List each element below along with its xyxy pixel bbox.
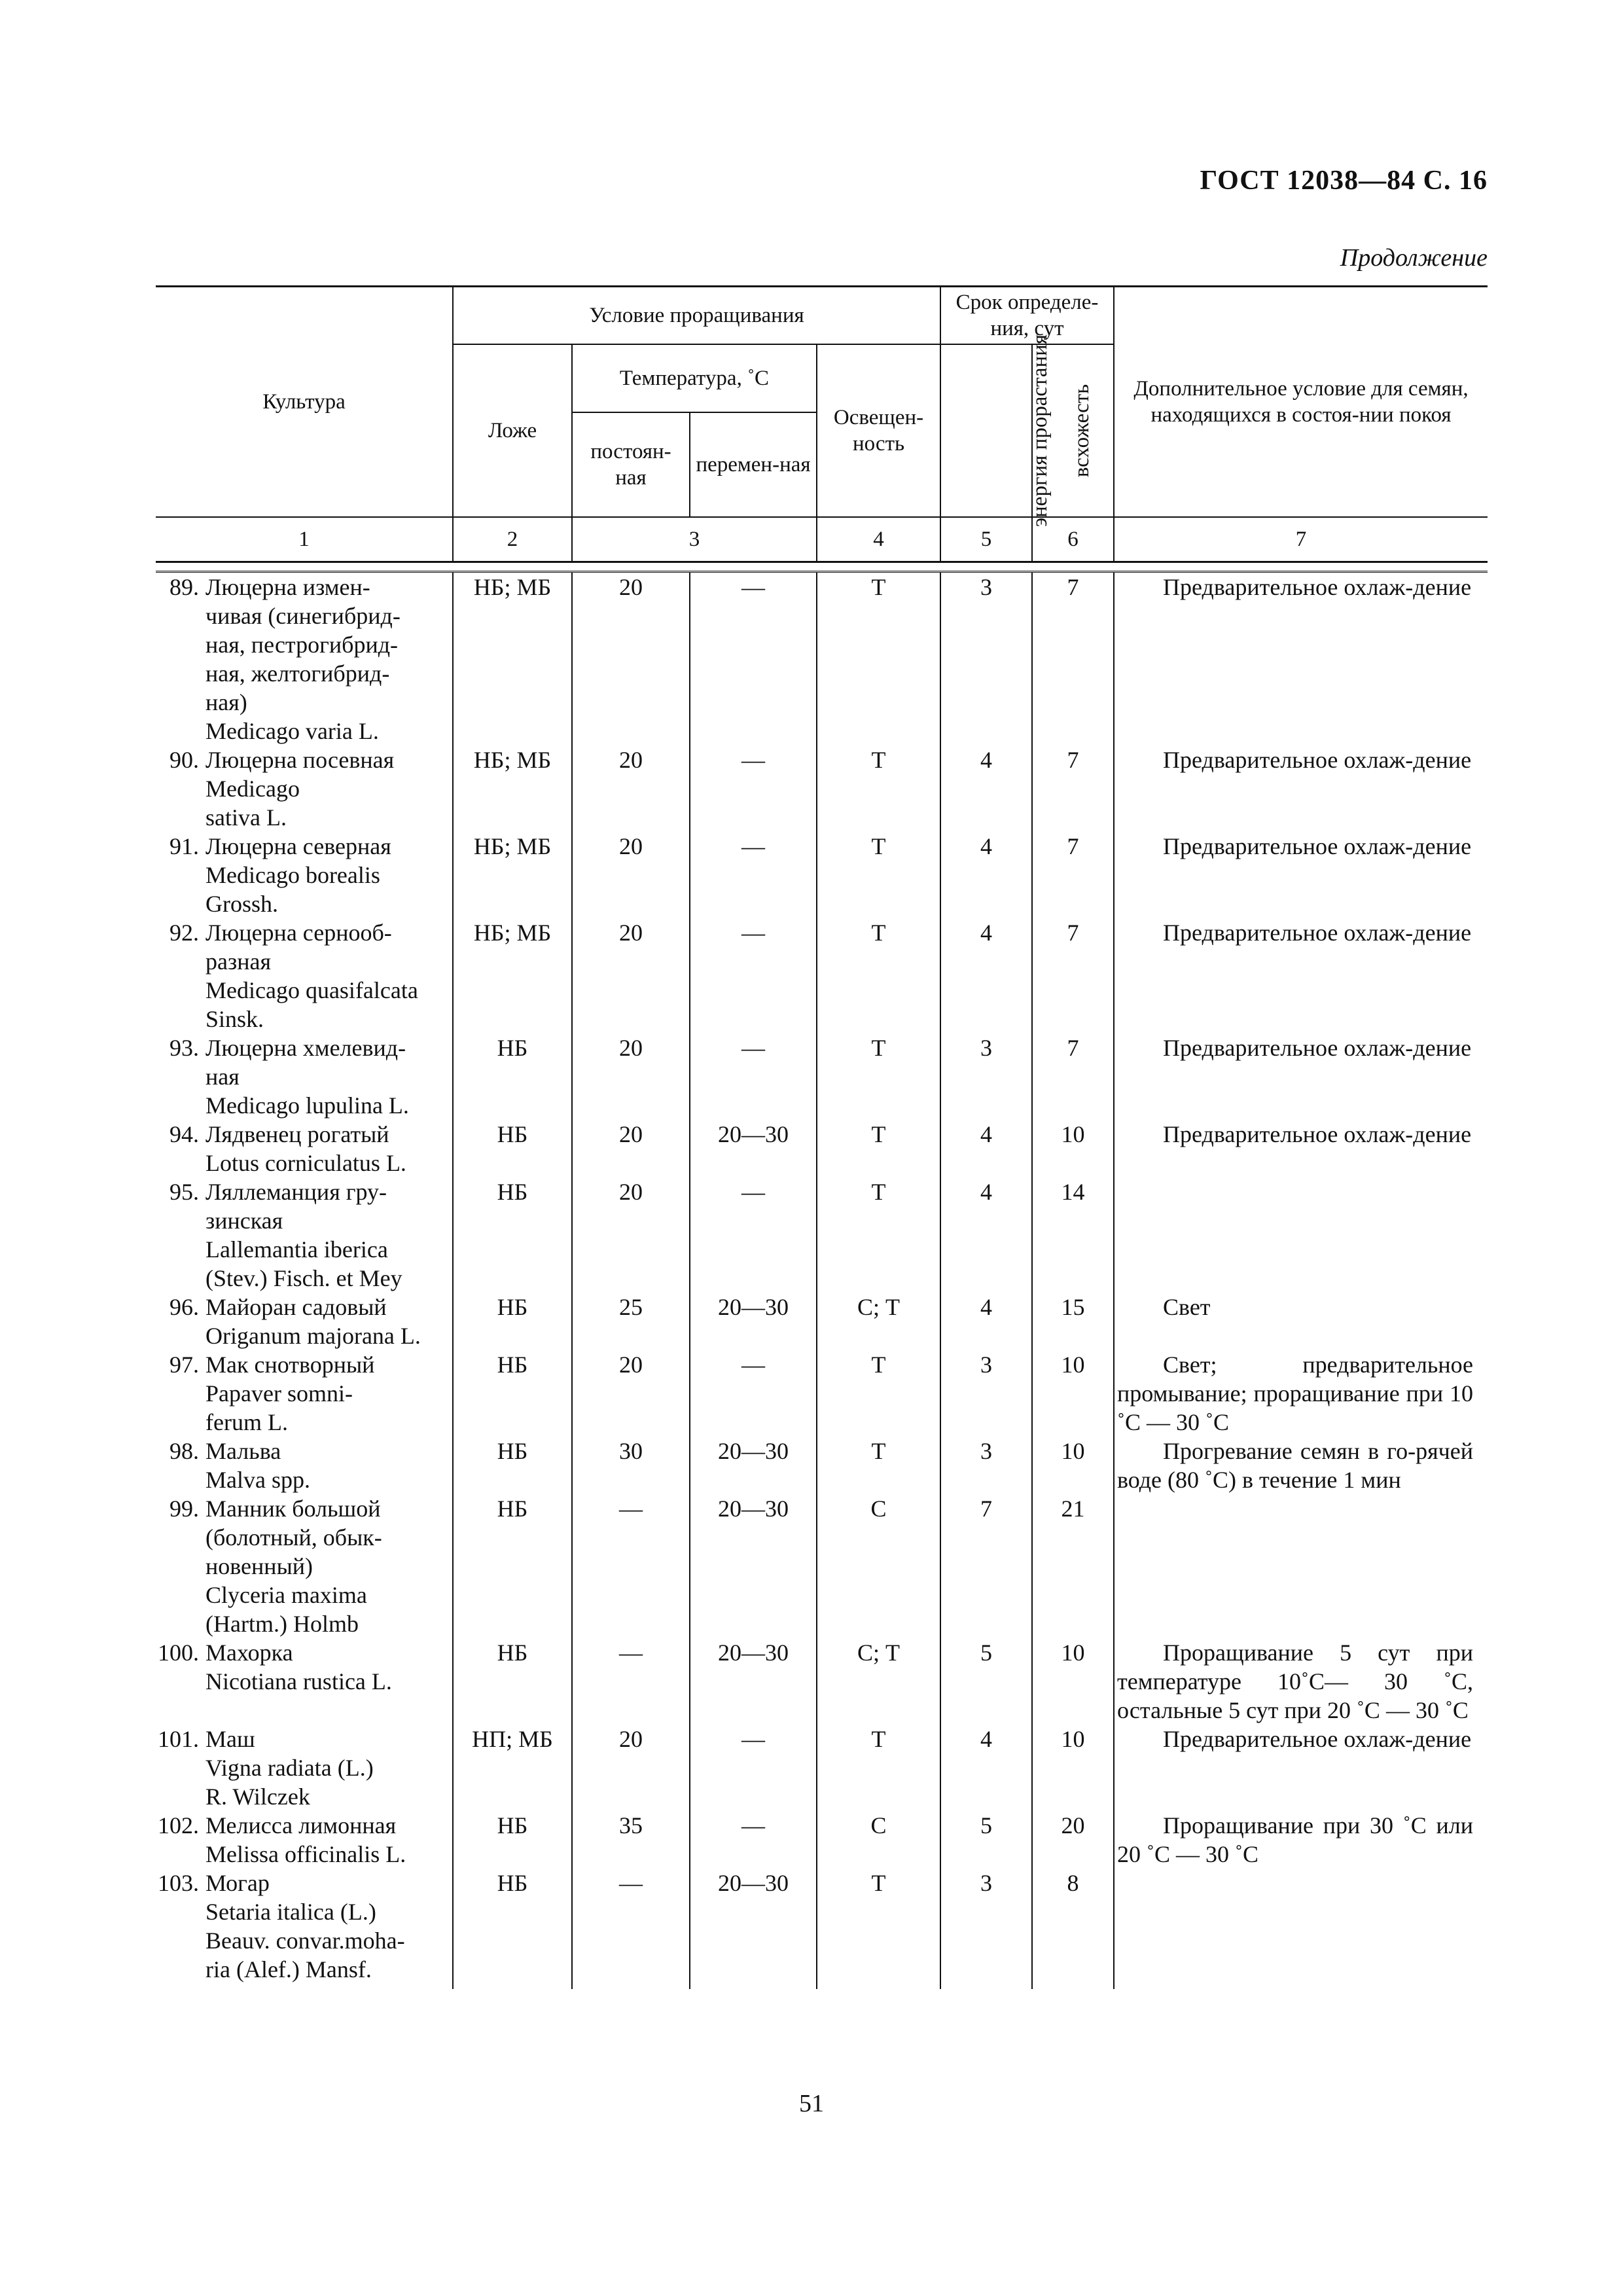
culture-cell bbox=[156, 1437, 453, 1494]
lighting-cell: Т bbox=[817, 918, 940, 1033]
culture-name bbox=[205, 832, 452, 918]
bed-cell: НБ; МБ bbox=[453, 571, 572, 745]
row-number: 92. bbox=[169, 919, 199, 946]
culture-name-line: Мальва bbox=[205, 1437, 281, 1464]
lighting-cell: С bbox=[817, 1494, 940, 1638]
energy-cell: 4 bbox=[940, 1177, 1032, 1293]
culture-name-block bbox=[156, 1725, 452, 1811]
extra-condition-cell bbox=[1114, 1177, 1488, 1293]
extra-condition-text: Предварительное охлаж-дение bbox=[1163, 1121, 1472, 1147]
lighting-cell: Т bbox=[817, 1725, 940, 1811]
energy-cell: 3 bbox=[940, 1869, 1032, 1984]
bed-cell: НБ bbox=[453, 1033, 572, 1120]
filler-cell bbox=[572, 1984, 690, 1989]
bed-cell: НБ bbox=[453, 1494, 572, 1638]
germination-cell: 7 bbox=[1032, 745, 1114, 832]
temp-constant-cell: 20 bbox=[572, 1350, 690, 1437]
culture-name-line: Майоран садовый bbox=[205, 1293, 387, 1320]
header-extra-condition: Дополнительное условие для семян, находящихся в состоя-нии покоя bbox=[1114, 287, 1488, 517]
germination-cell: 7 bbox=[1032, 832, 1114, 918]
header-lighting: Освещен-ность bbox=[817, 344, 940, 517]
bed-cell: НП; МБ bbox=[453, 1725, 572, 1811]
temp-variable-cell: — bbox=[690, 745, 817, 832]
latin-name-line: (Hartm.) Holmb bbox=[205, 1610, 359, 1637]
latin-name-line: (Stev.) Fisch. et Mey bbox=[205, 1265, 402, 1291]
col-number-7: 7 bbox=[1114, 517, 1488, 562]
culture-cell bbox=[156, 1725, 453, 1811]
energy-cell: 3 bbox=[940, 1033, 1032, 1120]
culture-name-block bbox=[156, 1350, 452, 1437]
germination-cell: 14 bbox=[1032, 1177, 1114, 1293]
lighting-cell: Т bbox=[817, 1120, 940, 1177]
header-bed: Ложе bbox=[453, 344, 572, 517]
header-separator bbox=[156, 562, 1488, 571]
culture-name-block bbox=[156, 918, 452, 1033]
culture-name-block bbox=[156, 832, 452, 918]
culture-name-line: ная, пестрогибрид- bbox=[205, 631, 399, 658]
extra-condition-cell bbox=[1114, 1033, 1488, 1120]
culture-name-line: Мак снотворный bbox=[205, 1351, 375, 1378]
germination-cell: 20 bbox=[1032, 1811, 1114, 1869]
extra-condition-text: Прогревание семян в го-рячей воде (80 ˚С) в течение 1 мин bbox=[1117, 1437, 1474, 1493]
bed-cell: НБ bbox=[453, 1177, 572, 1293]
latin-name-line: Medicago lupulina L. bbox=[205, 1092, 409, 1119]
culture-name-block bbox=[156, 573, 452, 745]
culture-name-line: ная, желтогибрид- bbox=[205, 660, 390, 687]
culture-name-block bbox=[156, 1811, 452, 1869]
culture-cell bbox=[156, 1638, 453, 1725]
latin-name-line: Medicago quasifalcata bbox=[205, 977, 418, 1003]
latin-name-line: Lotus corniculatus L. bbox=[205, 1149, 406, 1176]
row-number: 102. bbox=[158, 1812, 199, 1839]
latin-name-line: Papaver somni- bbox=[205, 1380, 353, 1407]
culture-name-line: Ляллеманция гру- bbox=[205, 1178, 387, 1205]
extra-condition-text: Предварительное охлаж-дение bbox=[1163, 746, 1472, 773]
culture-cell bbox=[156, 832, 453, 918]
row-number: 98. bbox=[169, 1437, 199, 1464]
germination-cell: 10 bbox=[1032, 1120, 1114, 1177]
temp-variable-cell: 20—30 bbox=[690, 1869, 817, 1984]
culture-name bbox=[205, 1869, 452, 1984]
temp-variable-cell: 20—30 bbox=[690, 1120, 817, 1177]
temp-variable-cell: 20—30 bbox=[690, 1494, 817, 1638]
bed-cell: НБ; МБ bbox=[453, 832, 572, 918]
latin-name-line: Grossh. bbox=[205, 890, 279, 917]
extra-condition-cell bbox=[1114, 1869, 1488, 1984]
extra-condition-cell bbox=[1114, 1120, 1488, 1177]
continuation-label: Продолжение bbox=[1340, 244, 1488, 272]
row-number: 103. bbox=[158, 1869, 199, 1896]
culture-cell bbox=[156, 745, 453, 832]
temp-variable-cell: — bbox=[690, 1811, 817, 1869]
latin-name-line: Malva spp. bbox=[205, 1466, 310, 1493]
culture-name-line: Манник большой bbox=[205, 1495, 381, 1522]
temp-variable-cell: — bbox=[690, 1033, 817, 1120]
germination-cell: 21 bbox=[1032, 1494, 1114, 1638]
germination-cell: 10 bbox=[1032, 1350, 1114, 1437]
temp-variable-cell: — bbox=[690, 1725, 817, 1811]
culture-cell bbox=[156, 918, 453, 1033]
header-energy-label: энергия прорастания bbox=[1028, 334, 1052, 527]
temp-constant-cell: 20 bbox=[572, 832, 690, 918]
extra-condition-text: Проращивание при 30 ˚С или 20 ˚С — 30 ˚С bbox=[1117, 1812, 1474, 1867]
col-number-2: 2 bbox=[453, 517, 572, 562]
germination-cell: 10 bbox=[1032, 1437, 1114, 1494]
temp-variable-cell: — bbox=[690, 571, 817, 745]
culture-name bbox=[205, 1350, 452, 1437]
culture-name-block bbox=[156, 1177, 452, 1293]
lighting-cell: С; Т bbox=[817, 1638, 940, 1725]
lighting-cell: Т bbox=[817, 571, 940, 745]
extra-condition-text: Предварительное охлаж-дение bbox=[1163, 833, 1472, 859]
header-term: Срок определе-ния, сут bbox=[940, 287, 1114, 344]
germination-cell: 8 bbox=[1032, 1869, 1114, 1984]
bed-cell: НБ bbox=[453, 1437, 572, 1494]
culture-name bbox=[205, 1494, 452, 1638]
extra-condition-text: Предварительное охлаж-дение bbox=[1163, 919, 1472, 946]
culture-name-block bbox=[156, 745, 452, 832]
document-header: ГОСТ 12038—84 С. 16 bbox=[1200, 166, 1488, 196]
temp-constant-cell: 20 bbox=[572, 745, 690, 832]
col-number-6: 6 bbox=[1032, 517, 1114, 562]
temp-constant-cell: — bbox=[572, 1638, 690, 1725]
culture-name-line: Лядвенец рогатый bbox=[205, 1121, 389, 1147]
culture-name bbox=[205, 1293, 452, 1350]
extra-condition-text: Предварительное охлаж-дение bbox=[1163, 1034, 1472, 1061]
extra-condition-cell bbox=[1114, 1638, 1488, 1725]
temp-constant-cell: 35 bbox=[572, 1811, 690, 1869]
culture-name bbox=[205, 1120, 452, 1177]
temp-constant-cell: 20 bbox=[572, 918, 690, 1033]
page-number: 51 bbox=[799, 2090, 824, 2117]
energy-cell: 4 bbox=[940, 832, 1032, 918]
table-row bbox=[156, 571, 1488, 745]
bed-cell: НБ bbox=[453, 1638, 572, 1725]
col-number-1: 1 bbox=[156, 517, 453, 562]
row-number: 91. bbox=[169, 833, 199, 859]
latin-name-line: Melissa officinalis L. bbox=[205, 1840, 406, 1867]
culture-name-line: Люцерна посевная bbox=[205, 746, 395, 773]
col-number-4: 4 bbox=[817, 517, 940, 562]
temp-constant-cell: 25 bbox=[572, 1293, 690, 1350]
lighting-cell: Т bbox=[817, 745, 940, 832]
col-number-5: 5 bbox=[940, 517, 1032, 562]
filler-cell bbox=[690, 1984, 817, 1989]
extra-condition-cell bbox=[1114, 1811, 1488, 1869]
energy-cell: 5 bbox=[940, 1638, 1032, 1725]
energy-cell: 5 bbox=[940, 1811, 1032, 1869]
table-row bbox=[156, 1350, 1488, 1437]
temp-variable-cell: — bbox=[690, 918, 817, 1033]
bed-cell: НБ bbox=[453, 1293, 572, 1350]
energy-cell: 4 bbox=[940, 1293, 1032, 1350]
row-number: 89. bbox=[169, 573, 199, 600]
filler-cell bbox=[817, 1984, 940, 1989]
extra-condition-cell bbox=[1114, 1494, 1488, 1638]
table-row bbox=[156, 1638, 1488, 1725]
germination-cell: 7 bbox=[1032, 1033, 1114, 1120]
energy-cell: 4 bbox=[940, 918, 1032, 1033]
bed-cell: НБ; МБ bbox=[453, 918, 572, 1033]
header-temperature: Температура, ˚С bbox=[572, 344, 817, 412]
temp-constant-cell: 30 bbox=[572, 1437, 690, 1494]
row-number: 96. bbox=[169, 1293, 199, 1320]
bed-cell: НБ bbox=[453, 1120, 572, 1177]
germination-cell: 7 bbox=[1032, 918, 1114, 1033]
extra-condition-text: Свет bbox=[1163, 1293, 1211, 1320]
table-row bbox=[156, 1033, 1488, 1120]
culture-name-line: зинская bbox=[205, 1207, 283, 1234]
culture-name bbox=[205, 1811, 452, 1869]
energy-cell: 3 bbox=[940, 1437, 1032, 1494]
extra-condition-text: Свет; предварительное промывание; проращивание при 10 ˚С — 30 ˚С bbox=[1117, 1351, 1474, 1435]
temp-constant-cell: 20 bbox=[572, 1725, 690, 1811]
germination-cell: 7 bbox=[1032, 571, 1114, 745]
energy-cell: 4 bbox=[940, 1120, 1032, 1177]
culture-name-block bbox=[156, 1638, 452, 1696]
culture-cell bbox=[156, 1033, 453, 1120]
row-number: 95. bbox=[169, 1178, 199, 1205]
latin-name-line: Origanum majorana L. bbox=[205, 1322, 421, 1349]
temp-variable-cell: — bbox=[690, 1350, 817, 1437]
header-germination-conditions: Условие проращивания bbox=[453, 287, 940, 344]
lighting-cell: Т bbox=[817, 1033, 940, 1120]
table-row bbox=[156, 1869, 1488, 1984]
culture-name-line: Махорка bbox=[205, 1639, 293, 1666]
culture-cell bbox=[156, 1120, 453, 1177]
table-row bbox=[156, 745, 1488, 832]
culture-cell bbox=[156, 1177, 453, 1293]
latin-name-line: Setaria italica (L.) bbox=[205, 1898, 376, 1925]
filler-cell bbox=[1114, 1984, 1488, 1989]
bed-cell: НБ bbox=[453, 1869, 572, 1984]
latin-name-line: sativa L. bbox=[205, 804, 287, 831]
extra-condition-cell bbox=[1114, 745, 1488, 832]
temp-constant-cell: 20 bbox=[572, 1120, 690, 1177]
latin-name-line: Beauv. convar.moha- bbox=[205, 1927, 405, 1954]
culture-name bbox=[205, 1033, 452, 1120]
lighting-cell: Т bbox=[817, 1350, 940, 1437]
culture-name-block bbox=[156, 1120, 452, 1177]
germination-cell: 15 bbox=[1032, 1293, 1114, 1350]
latin-name-line: Medicago varia L. bbox=[205, 717, 379, 744]
culture-name-line: Маш bbox=[205, 1725, 255, 1752]
row-number: 90. bbox=[169, 746, 199, 773]
culture-name-block bbox=[156, 1494, 452, 1638]
latin-name-line: Lallemantia iberica bbox=[205, 1236, 388, 1263]
culture-name bbox=[205, 1437, 452, 1494]
temp-constant-cell: 20 bbox=[572, 571, 690, 745]
temp-variable-cell: — bbox=[690, 1177, 817, 1293]
row-number: 101. bbox=[158, 1725, 199, 1752]
energy-cell: 4 bbox=[940, 745, 1032, 832]
filler-cell bbox=[156, 1984, 453, 1989]
header-germination-label: всхожесть bbox=[1070, 384, 1094, 477]
filler-cell bbox=[453, 1984, 572, 1989]
table-row bbox=[156, 1811, 1488, 1869]
temp-variable-cell: 20—30 bbox=[690, 1638, 817, 1725]
culture-name bbox=[205, 1638, 452, 1696]
lighting-cell: С; Т bbox=[817, 1293, 940, 1350]
header-variable: перемен-ная bbox=[690, 412, 817, 517]
culture-name bbox=[205, 1177, 452, 1293]
latin-name-line: Clyceria maxima bbox=[205, 1581, 367, 1608]
latin-name-line: ferum L. bbox=[205, 1408, 288, 1435]
temp-constant-cell: 20 bbox=[572, 1177, 690, 1293]
extra-condition-text: Предварительное охлаж-дение bbox=[1163, 573, 1472, 600]
culture-name-line: разная bbox=[205, 948, 272, 975]
bed-cell: НБ; МБ bbox=[453, 745, 572, 832]
culture-name bbox=[205, 918, 452, 1033]
table-row bbox=[156, 1177, 1488, 1293]
culture-name bbox=[205, 1725, 452, 1811]
header-constant: постоян-ная bbox=[572, 412, 690, 517]
table-row bbox=[156, 832, 1488, 918]
extra-condition-cell bbox=[1114, 571, 1488, 745]
energy-cell: 7 bbox=[940, 1494, 1032, 1638]
temp-variable-cell: 20—30 bbox=[690, 1293, 817, 1350]
col-number-3: 3 bbox=[572, 517, 817, 562]
extra-condition-cell bbox=[1114, 918, 1488, 1033]
table-row bbox=[156, 918, 1488, 1033]
latin-name-line: Sinsk. bbox=[205, 1005, 264, 1032]
culture-name-line: новенный) bbox=[205, 1552, 313, 1579]
header-energy bbox=[940, 334, 1052, 527]
culture-name-line: Люцерна серноoб- bbox=[205, 919, 392, 946]
temp-constant-cell: — bbox=[572, 1494, 690, 1638]
table-filler-row bbox=[156, 1984, 1488, 1989]
culture-name-line: чивая (синегибрид- bbox=[205, 602, 401, 629]
germination-cell: 10 bbox=[1032, 1638, 1114, 1725]
latin-name-line: ria (Alef.) Mansf. bbox=[205, 1956, 372, 1982]
culture-name-line: Могар bbox=[205, 1869, 270, 1896]
extra-condition-cell bbox=[1114, 1293, 1488, 1350]
culture-name-line: Люцерна северная bbox=[205, 833, 391, 859]
culture-name-line: ная bbox=[205, 1063, 240, 1090]
culture-cell bbox=[156, 1869, 453, 1984]
latin-name-line: R. Wilczek bbox=[205, 1783, 310, 1810]
table-row bbox=[156, 1120, 1488, 1177]
lighting-cell: Т bbox=[817, 1869, 940, 1984]
table-row bbox=[156, 1494, 1488, 1638]
culture-cell bbox=[156, 1350, 453, 1437]
latin-name-line: Vigna radiata (L.) bbox=[205, 1754, 374, 1781]
culture-name-line: Люцерна измен- bbox=[205, 573, 370, 600]
bed-cell: НБ bbox=[453, 1350, 572, 1437]
filler-cell bbox=[1032, 1984, 1114, 1989]
lighting-cell: Т bbox=[817, 1437, 940, 1494]
culture-name-line: Люцерна хмелевид- bbox=[205, 1034, 406, 1061]
lighting-cell: Т bbox=[817, 1177, 940, 1293]
row-number: 97. bbox=[169, 1351, 199, 1378]
temp-constant-cell: 20 bbox=[572, 1033, 690, 1120]
table-row bbox=[156, 1725, 1488, 1811]
extra-condition-text: Проращивание 5 сут при температуре 10˚С— 30 ˚С, остальные 5 сут при 20 ˚С — 30 ˚С bbox=[1117, 1639, 1474, 1723]
row-number: 99. bbox=[169, 1495, 199, 1522]
energy-cell: 3 bbox=[940, 1350, 1032, 1437]
culture-name-block bbox=[156, 1033, 452, 1120]
energy-cell: 3 bbox=[940, 571, 1032, 745]
extra-condition-text: Предварительное охлаж-дение bbox=[1163, 1725, 1472, 1752]
extra-condition-cell bbox=[1114, 1350, 1488, 1437]
culture-cell bbox=[156, 571, 453, 745]
table-body bbox=[156, 562, 1488, 1989]
row-number: 100. bbox=[158, 1639, 199, 1666]
culture-name-block bbox=[156, 1869, 452, 1984]
temp-variable-cell: 20—30 bbox=[690, 1437, 817, 1494]
culture-name-line: Мелисса лимонная bbox=[205, 1812, 397, 1839]
extra-condition-cell bbox=[1114, 832, 1488, 918]
culture-name-block bbox=[156, 1437, 452, 1494]
latin-name-line: Nicotiana rustica L. bbox=[205, 1668, 392, 1695]
temp-variable-cell: — bbox=[690, 832, 817, 918]
row-number: 94. bbox=[169, 1121, 199, 1147]
bed-cell: НБ bbox=[453, 1811, 572, 1869]
table-row bbox=[156, 1437, 1488, 1494]
culture-cell bbox=[156, 1293, 453, 1350]
culture-name-block bbox=[156, 1293, 452, 1350]
culture-cell bbox=[156, 1811, 453, 1869]
table-row bbox=[156, 1293, 1488, 1350]
latin-name-line: Medicago bbox=[205, 775, 300, 802]
filler-cell bbox=[940, 1984, 1032, 1989]
culture-name-line: ная) bbox=[205, 689, 247, 715]
culture-name-line: (болотный, обык- bbox=[205, 1524, 382, 1551]
lighting-cell: С bbox=[817, 1811, 940, 1869]
row-number: 93. bbox=[169, 1034, 199, 1061]
extra-condition-cell bbox=[1114, 1725, 1488, 1811]
lighting-cell: Т bbox=[817, 832, 940, 918]
latin-name-line: Medicago borealis bbox=[205, 861, 380, 888]
energy-cell: 4 bbox=[940, 1725, 1032, 1811]
germination-table bbox=[156, 285, 1488, 1989]
germination-cell: 10 bbox=[1032, 1725, 1114, 1811]
extra-condition-cell bbox=[1114, 1437, 1488, 1494]
temp-constant-cell: — bbox=[572, 1869, 690, 1984]
culture-name bbox=[205, 573, 452, 745]
culture-cell bbox=[156, 1494, 453, 1638]
header-culture: Культура bbox=[156, 287, 453, 517]
culture-name bbox=[205, 745, 452, 832]
